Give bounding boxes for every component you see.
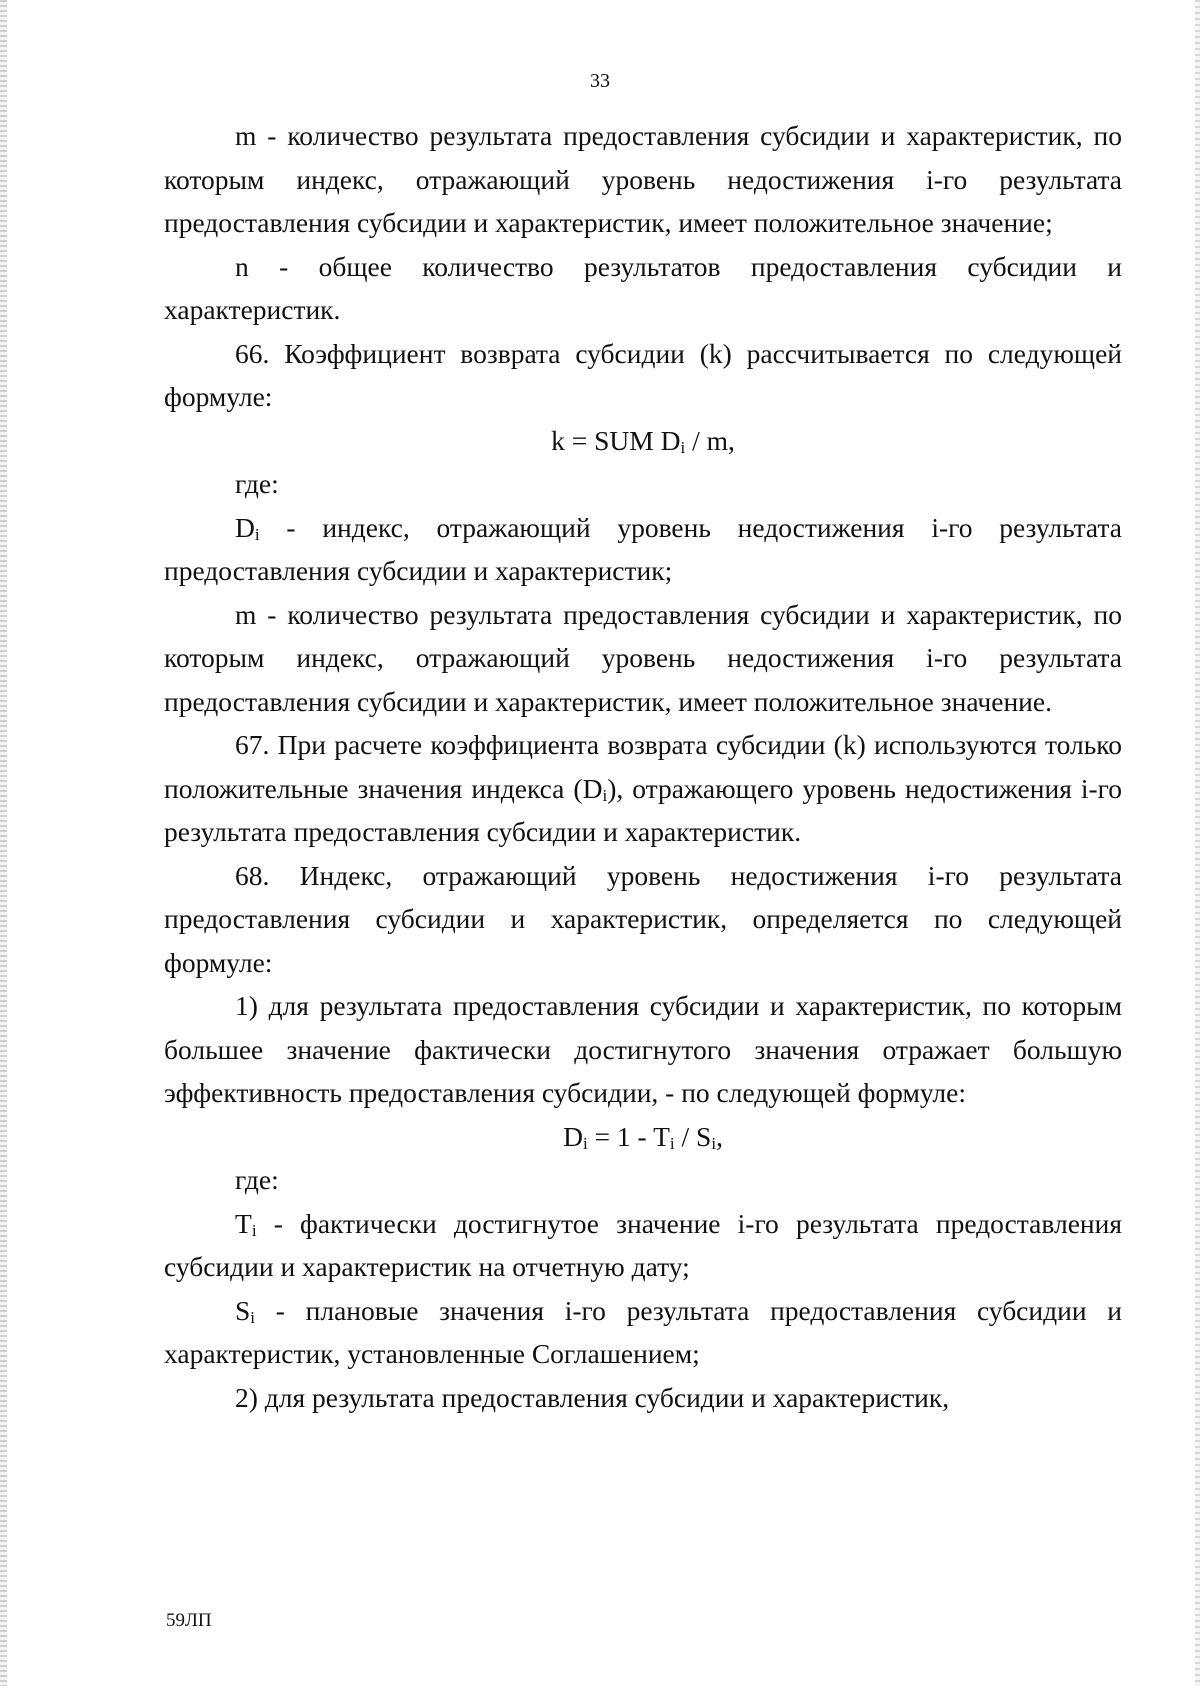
paragraph: $D_i$ - индекс, отражающий уровень недостижения i-го результата предоставления субсидии и характеристик;: [164, 511, 1122, 586]
paragraph: 66. Коэффициент возврата субсидии (k) рассчитывается по следующей формуле:: [164, 337, 1122, 412]
footer-code: 59ЛП: [166, 1610, 212, 1631]
formula: k = SUM $D_i$ / m,: [551, 424, 735, 457]
paragraph: $S_i$ - плановые значения i-го результата предоставления субсидии и характеристик, установленные Соглашением;: [164, 1294, 1122, 1369]
scan-left-edge: [0, 0, 7, 1686]
document-body: [164, 114, 1122, 1419]
paragraph: n - общее количество результатов предоставления субсидии и характеристик.: [164, 250, 1122, 325]
paragraph: 2) для результата предоставления субсидии и характеристик,: [235, 1381, 950, 1413]
paragraph: m - количество результата предоставления субсидии и характеристик, по которым индекс, отражающий уровень недостижения i-го результата предоставления субсидии и характеристик, имеет положительное значение;: [164, 120, 1122, 238]
paragraph: 68. Индекс, отражающий уровень недостижения i-го результата предоставления субсидии и характеристик, определяется по следующей формуле:: [164, 859, 1122, 978]
formula: $D_i = 1 - T_i / S_i$,: [563, 1120, 723, 1153]
paragraph: $T_i$ - фактически достигнутое значение i-го результата предоставления субсидии и характеристик на отчетную дату;: [164, 1207, 1122, 1282]
paragraph: 1) для результата предоставления субсидии и характеристик, по которым большее значение фактически достигнутого значения отражает большую эффективность предоставления субсидии, - по следующей формуле:: [164, 990, 1122, 1108]
scan-right-edge: [1195, 0, 1200, 1686]
page-number: 33: [590, 70, 610, 92]
paragraph: m - количество результата предоставления субсидии и характеристик, по которым индекс, отражающий уровень недостижения i-го результата предоставления субсидии и характеристик, имеет положительное значение.: [164, 598, 1122, 717]
paragraph: где:: [235, 468, 279, 499]
paragraph: 67. При расчете коэффициента возврата субсидии (k) используются только положительные значения индекса $(D_i)$, отражающего уровень недостижения i-го результата предоставления субсидии и характеристик.: [164, 729, 1122, 847]
paragraph: где:: [235, 1164, 279, 1195]
